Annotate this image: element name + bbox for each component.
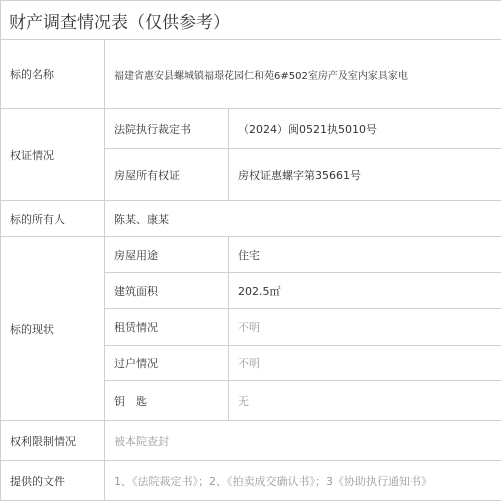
court-ruling-value: （2024）闽0521执5010号	[229, 109, 501, 149]
subject-name-label: 标的名称	[1, 40, 105, 109]
keys-label: 钥 匙	[105, 381, 229, 421]
area-value: 202.5㎡	[229, 273, 501, 309]
row-owner	[1, 201, 501, 237]
usage-label: 房屋用途	[105, 237, 229, 273]
keys-value: 无	[229, 381, 501, 421]
row-restriction	[1, 421, 501, 461]
row-usage	[1, 237, 501, 273]
row-documents	[1, 461, 501, 501]
court-ruling-label: 法院执行裁定书	[105, 109, 229, 149]
owner-value: 陈某、康某	[105, 201, 501, 237]
row-subject-name	[1, 40, 501, 109]
documents-value: 1、《法院裁定书》；2、《拍卖成交确认书》；3《协助执行通知书》	[105, 461, 501, 501]
usage-value: 住宅	[229, 237, 501, 273]
restriction-value: 被本院查封	[105, 421, 501, 461]
transfer-value: 不明	[229, 346, 501, 381]
lease-value: 不明	[229, 309, 501, 346]
house-cert-value: 房权证惠螺字第35661号	[229, 149, 501, 201]
lease-label: 租赁情况	[105, 309, 229, 346]
house-cert-label: 房屋所有权证	[105, 149, 229, 201]
page-title: 财产调查情况表（仅供参考）	[1, 1, 501, 40]
restriction-label: 权利限制情况	[1, 421, 105, 461]
transfer-label: 过户情况	[105, 346, 229, 381]
subject-name-value: 福建省惠安县螺城镇福璟花园仁和苑6#502室房产及室内家具家电	[105, 40, 501, 109]
area-label: 建筑面积	[105, 273, 229, 309]
documents-label: 提供的文件	[1, 461, 105, 501]
title-cert-label: 权证情况	[1, 109, 105, 201]
row-court-ruling	[1, 109, 501, 149]
owner-label: 标的所有人	[1, 201, 105, 237]
status-label: 标的现状	[1, 237, 105, 421]
